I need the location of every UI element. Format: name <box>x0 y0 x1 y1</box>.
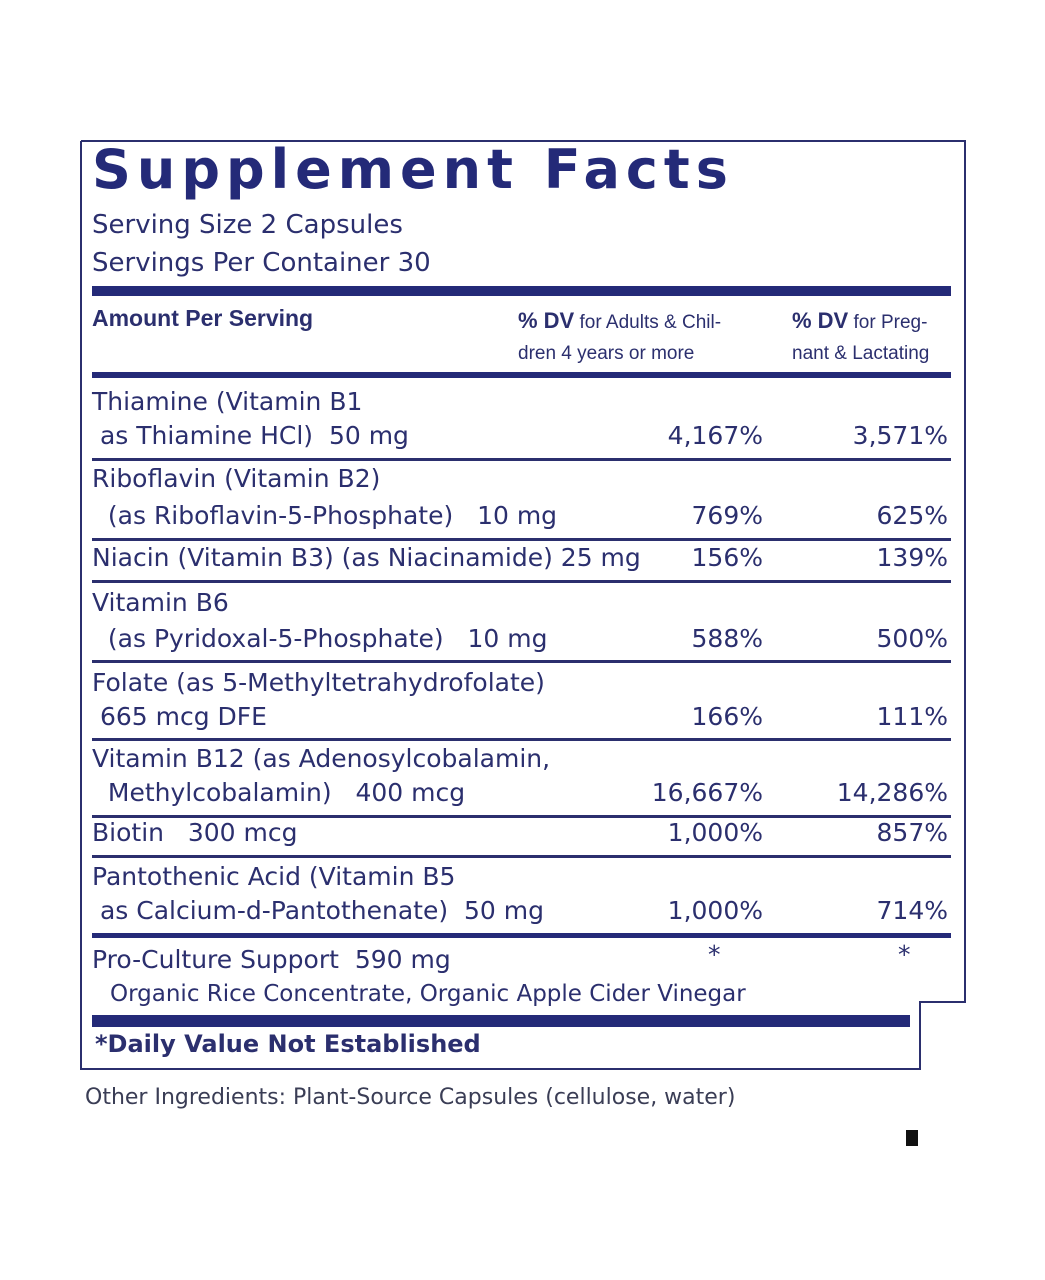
footnote: *Daily Value Not Established <box>95 1030 481 1058</box>
dv-pregnant-header-line2: nant & Lactating <box>792 343 930 364</box>
servings-per-container: Servings Per Container 30 <box>92 248 431 278</box>
header-rule <box>92 286 951 296</box>
dv-pregnant-value: 500% <box>876 624 948 653</box>
dv-adults-asterisk: * <box>708 940 721 969</box>
dv-adults-header-line2: dren 4 years or more <box>518 343 695 364</box>
dv-pregnant-value: 714% <box>876 896 948 925</box>
dv-adults-header-line1: for Adults & Chil- <box>574 312 722 333</box>
nutrient-line1: Biotin 300 mcg <box>92 818 298 847</box>
label-title: Supplement Facts <box>92 138 734 201</box>
nutrient-line2: Methylcobalamin) 400 mcg <box>92 778 466 807</box>
dv-pregnant-value: 111% <box>876 702 948 731</box>
nutrient-line2: as Calcium-d-Pantothenate) 50 mg <box>92 896 544 925</box>
dv-adults-value: 1,000% <box>667 818 763 847</box>
dv-adults-value: 166% <box>691 702 763 731</box>
row-divider <box>92 458 951 461</box>
dv-adults-value: 156% <box>691 543 763 572</box>
other-ingredients: Other Ingredients: Plant-Source Capsules (cellulose, water) <box>85 1085 736 1110</box>
nutrient-line2: (as Riboflavin-5-Phosphate) 10 mg <box>92 501 558 530</box>
nutrient-line2: as Thiamine HCl) 50 mg <box>92 421 409 450</box>
dv-pregnant-value: 14,286% <box>836 778 948 807</box>
dv-pregnant-value: 625% <box>876 501 948 530</box>
row-divider <box>92 855 951 858</box>
nutrient-line1: Thiamine (Vitamin B1 <box>92 387 363 416</box>
footer-rule <box>92 1015 910 1027</box>
nutrient-line1: Vitamin B6 <box>92 588 229 617</box>
dv-pregnant-header-line1: for Preg- <box>848 312 928 333</box>
dv-adults-value: 4,167% <box>667 421 763 450</box>
section-rule <box>92 933 951 938</box>
serving-size: Serving Size 2 Capsules <box>92 210 403 240</box>
dv-pregnant-header-bold: % DV <box>792 308 849 333</box>
dv-adults-header-bold: % DV <box>518 308 575 333</box>
nutrient-line1: Pantothenic Acid (Vitamin B5 <box>92 862 456 891</box>
dv-adults-header <box>518 305 721 369</box>
dv-adults-value: 769% <box>691 501 763 530</box>
nutrient-line2: (as Pyridoxal-5-Phosphate) 10 mg <box>92 624 548 653</box>
nutrient-line2: 665 mcg DFE <box>92 702 267 731</box>
dv-adults-value: 16,667% <box>651 778 763 807</box>
proprietary-blend-name: Pro-Culture Support 590 mg <box>92 945 451 974</box>
dv-pregnant-value: 857% <box>876 818 948 847</box>
nutrient-line1: Niacin (Vitamin B3) (as Niacinamide) 25 mg <box>92 543 641 572</box>
dv-pregnant-value: 139% <box>876 543 948 572</box>
proprietary-ingredients: Organic Rice Concentrate, Organic Apple Cider Vinegar <box>110 981 746 1007</box>
row-divider <box>92 580 951 583</box>
dv-pregnant-value: 3,571% <box>852 421 948 450</box>
dv-pregnant-header <box>792 305 929 369</box>
row-divider <box>92 538 951 541</box>
dv-pregnant-asterisk: * <box>898 940 911 969</box>
nutrient-line1: Vitamin B12 (as Adenosylcobalamin, <box>92 744 551 773</box>
dv-adults-value: 1,000% <box>667 896 763 925</box>
nutrient-line1: Folate (as 5-Methyltetrahydrofolate) <box>92 668 545 697</box>
amount-per-serving-header: Amount Per Serving <box>92 305 314 331</box>
header-bottom-rule <box>92 372 951 378</box>
dv-adults-value: 588% <box>691 624 763 653</box>
row-divider <box>92 738 951 741</box>
nutrient-line1: Riboflavin (Vitamin B2) <box>92 464 381 493</box>
black-marker <box>906 1130 918 1146</box>
row-divider <box>92 660 951 663</box>
